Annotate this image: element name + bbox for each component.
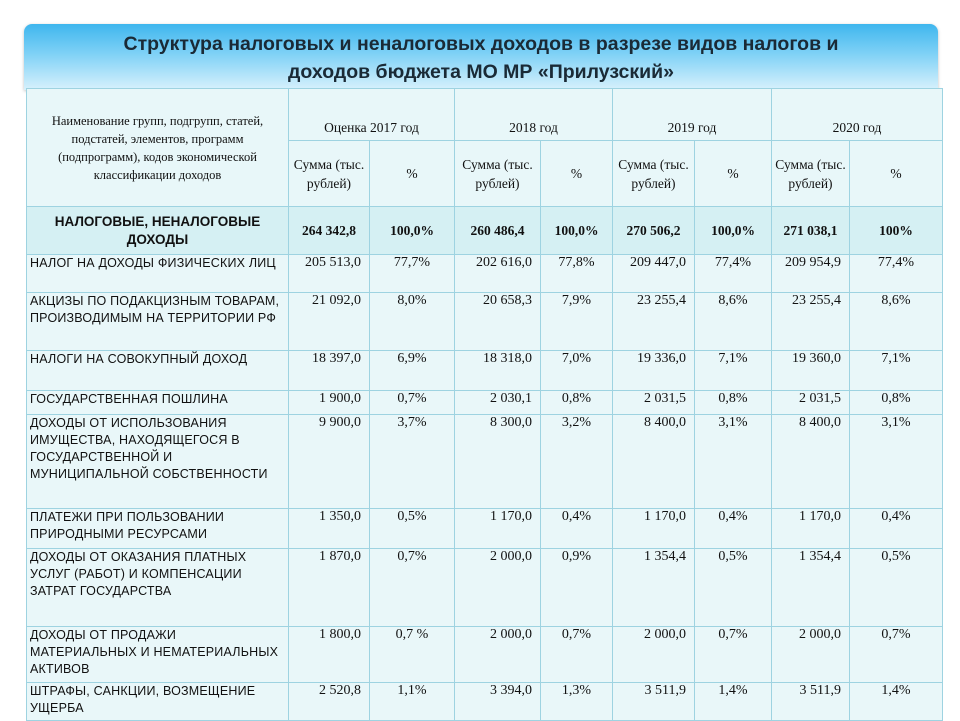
header-pct-label: % [695, 141, 772, 207]
row-sum-2020: 3 511,9 [772, 683, 850, 721]
row-pct-2019: 1,4% [695, 683, 772, 721]
header-sum-label: Сумма (тыс. рублей) [289, 141, 370, 207]
table-row [27, 683, 943, 721]
row-sum-2019: 1 354,4 [613, 549, 695, 627]
table-row [27, 415, 943, 509]
row-sum-2017: 21 092,0 [289, 293, 370, 351]
row-name: ШТРАФЫ, САНКЦИИ, ВОЗМЕЩЕНИЕ УЩЕРБА [27, 683, 289, 721]
row-sum-2019: 19 336,0 [613, 351, 695, 391]
row-pct-2019: 0,7% [695, 627, 772, 683]
header-year-2019: 2019 год [613, 89, 772, 141]
title-line-2: доходов бюджета МО МР «Прилузский» [288, 61, 674, 83]
row-pct-2020: 8,6% [850, 293, 943, 351]
row-name: АКЦИЗЫ ПО ПОДАКЦИЗНЫМ ТОВАРАМ, ПРОИЗВОДИМЫМ НА ТЕРРИТОРИИ РФ [27, 293, 289, 351]
row-pct-2020: 77,4% [850, 255, 943, 293]
row-pct-2019: 0,5% [695, 549, 772, 627]
row-pct-2017: 0,7% [370, 391, 455, 415]
row-pct-2019: 7,1% [695, 351, 772, 391]
table-row [27, 549, 943, 627]
row-sum-2018: 3 394,0 [455, 683, 541, 721]
table-row [27, 391, 943, 415]
total-pct-2017: 100,0% [370, 207, 455, 255]
total-sum-2018: 260 486,4 [455, 207, 541, 255]
row-name: ДОХОДЫ ОТ ПРОДАЖИ МАТЕРИАЛЬНЫХ И НЕМАТЕРИАЛЬНЫХ АКТИВОВ [27, 627, 289, 683]
header-pct-label: % [850, 141, 943, 207]
header-years-row [27, 89, 943, 141]
header-name-column: Наименование групп, подгрупп, статей, подстатей, элементов, программ (подпрограмм), кодов экономической классификации доходов [27, 89, 289, 207]
row-sum-2020: 19 360,0 [772, 351, 850, 391]
title-line-1: Структура налоговых и неналоговых доходов в разрезе видов налогов и [123, 33, 839, 55]
row-sum-2017: 205 513,0 [289, 255, 370, 293]
row-sum-2020: 1 354,4 [772, 549, 850, 627]
table-row [27, 351, 943, 391]
revenue-table [26, 88, 943, 721]
row-pct-2020: 1,4% [850, 683, 943, 721]
row-sum-2018: 2 000,0 [455, 549, 541, 627]
row-name: ДОХОДЫ ОТ ИСПОЛЬЗОВАНИЯ ИМУЩЕСТВА, НАХОДЯЩЕГОСЯ В ГОСУДАРСТВЕННОЙ И МУНИЦИПАЛЬНОЙ СОБСТВЕННОСТИ [27, 415, 289, 509]
row-sum-2018: 2 030,1 [455, 391, 541, 415]
row-sum-2019: 209 447,0 [613, 255, 695, 293]
row-pct-2019: 3,1% [695, 415, 772, 509]
header-sum-label: Сумма (тыс. рублей) [772, 141, 850, 207]
row-sum-2019: 23 255,4 [613, 293, 695, 351]
row-sum-2018: 18 318,0 [455, 351, 541, 391]
row-sum-2020: 8 400,0 [772, 415, 850, 509]
row-pct-2017: 1,1% [370, 683, 455, 721]
row-pct-2019: 8,6% [695, 293, 772, 351]
row-name: ДОХОДЫ ОТ ОКАЗАНИЯ ПЛАТНЫХ УСЛУГ (РАБОТ) И КОМПЕНСАЦИИ ЗАТРАТ ГОСУДАРСТВА [27, 549, 289, 627]
row-pct-2017: 0,7% [370, 549, 455, 627]
header-year-2018: 2018 год [455, 89, 613, 141]
row-pct-2017: 77,7% [370, 255, 455, 293]
table-row [27, 293, 943, 351]
revenue-table-wrapper [26, 88, 943, 721]
row-pct-2018: 0,7% [541, 627, 613, 683]
row-name: ГОСУДАРСТВЕННАЯ ПОШЛИНА [27, 391, 289, 415]
row-pct-2017: 0,5% [370, 509, 455, 549]
row-pct-2019: 77,4% [695, 255, 772, 293]
header-year-2020: 2020 год [772, 89, 943, 141]
row-sum-2020: 23 255,4 [772, 293, 850, 351]
row-sum-2017: 1 900,0 [289, 391, 370, 415]
header-pct-label: % [370, 141, 455, 207]
row-name: ПЛАТЕЖИ ПРИ ПОЛЬЗОВАНИИ ПРИРОДНЫМИ РЕСУРСАМИ [27, 509, 289, 549]
total-pct-2020: 100% [850, 207, 943, 255]
row-pct-2020: 7,1% [850, 351, 943, 391]
row-sum-2017: 9 900,0 [289, 415, 370, 509]
row-pct-2018: 0,9% [541, 549, 613, 627]
row-pct-2018: 7,9% [541, 293, 613, 351]
row-sum-2020: 2 031,5 [772, 391, 850, 415]
header-year-2017: Оценка 2017 год [289, 89, 455, 141]
total-pct-2019: 100,0% [695, 207, 772, 255]
row-sum-2018: 20 658,3 [455, 293, 541, 351]
row-pct-2018: 77,8% [541, 255, 613, 293]
row-sum-2019: 2 000,0 [613, 627, 695, 683]
row-sum-2017: 1 350,0 [289, 509, 370, 549]
total-pct-2018: 100,0% [541, 207, 613, 255]
total-row [27, 207, 943, 255]
row-sum-2018: 1 170,0 [455, 509, 541, 549]
row-pct-2020: 0,4% [850, 509, 943, 549]
row-sum-2017: 1 870,0 [289, 549, 370, 627]
table-row [27, 255, 943, 293]
row-sum-2019: 2 031,5 [613, 391, 695, 415]
row-sum-2020: 209 954,9 [772, 255, 850, 293]
total-sum-2019: 270 506,2 [613, 207, 695, 255]
page-title [24, 30, 938, 86]
row-pct-2020: 0,5% [850, 549, 943, 627]
row-pct-2018: 3,2% [541, 415, 613, 509]
row-pct-2020: 3,1% [850, 415, 943, 509]
row-name: НАЛОГИ НА СОВОКУПНЫЙ ДОХОД [27, 351, 289, 391]
total-row-name: НАЛОГОВЫЕ, НЕНАЛОГОВЫЕ ДОХОДЫ [27, 207, 289, 255]
row-pct-2018: 7,0% [541, 351, 613, 391]
row-sum-2017: 1 800,0 [289, 627, 370, 683]
row-sum-2020: 1 170,0 [772, 509, 850, 549]
row-pct-2019: 0,8% [695, 391, 772, 415]
row-pct-2018: 0,4% [541, 509, 613, 549]
total-sum-2020: 271 038,1 [772, 207, 850, 255]
row-sum-2018: 2 000,0 [455, 627, 541, 683]
row-sum-2018: 202 616,0 [455, 255, 541, 293]
row-sum-2018: 8 300,0 [455, 415, 541, 509]
row-pct-2017: 3,7% [370, 415, 455, 509]
row-pct-2017: 8,0% [370, 293, 455, 351]
row-pct-2020: 0,8% [850, 391, 943, 415]
row-sum-2019: 1 170,0 [613, 509, 695, 549]
row-sum-2017: 2 520,8 [289, 683, 370, 721]
row-pct-2019: 0,4% [695, 509, 772, 549]
row-sum-2020: 2 000,0 [772, 627, 850, 683]
row-sum-2019: 8 400,0 [613, 415, 695, 509]
table-row [27, 627, 943, 683]
row-pct-2017: 0,7 % [370, 627, 455, 683]
row-sum-2017: 18 397,0 [289, 351, 370, 391]
row-name: НАЛОГ НА ДОХОДЫ ФИЗИЧЕСКИХ ЛИЦ [27, 255, 289, 293]
header-sum-label: Сумма (тыс. рублей) [613, 141, 695, 207]
table-row [27, 509, 943, 549]
row-pct-2020: 0,7% [850, 627, 943, 683]
row-pct-2017: 6,9% [370, 351, 455, 391]
header-pct-label: % [541, 141, 613, 207]
row-pct-2018: 0,8% [541, 391, 613, 415]
total-sum-2017: 264 342,8 [289, 207, 370, 255]
header-sum-label: Сумма (тыс. рублей) [455, 141, 541, 207]
row-pct-2018: 1,3% [541, 683, 613, 721]
row-sum-2019: 3 511,9 [613, 683, 695, 721]
